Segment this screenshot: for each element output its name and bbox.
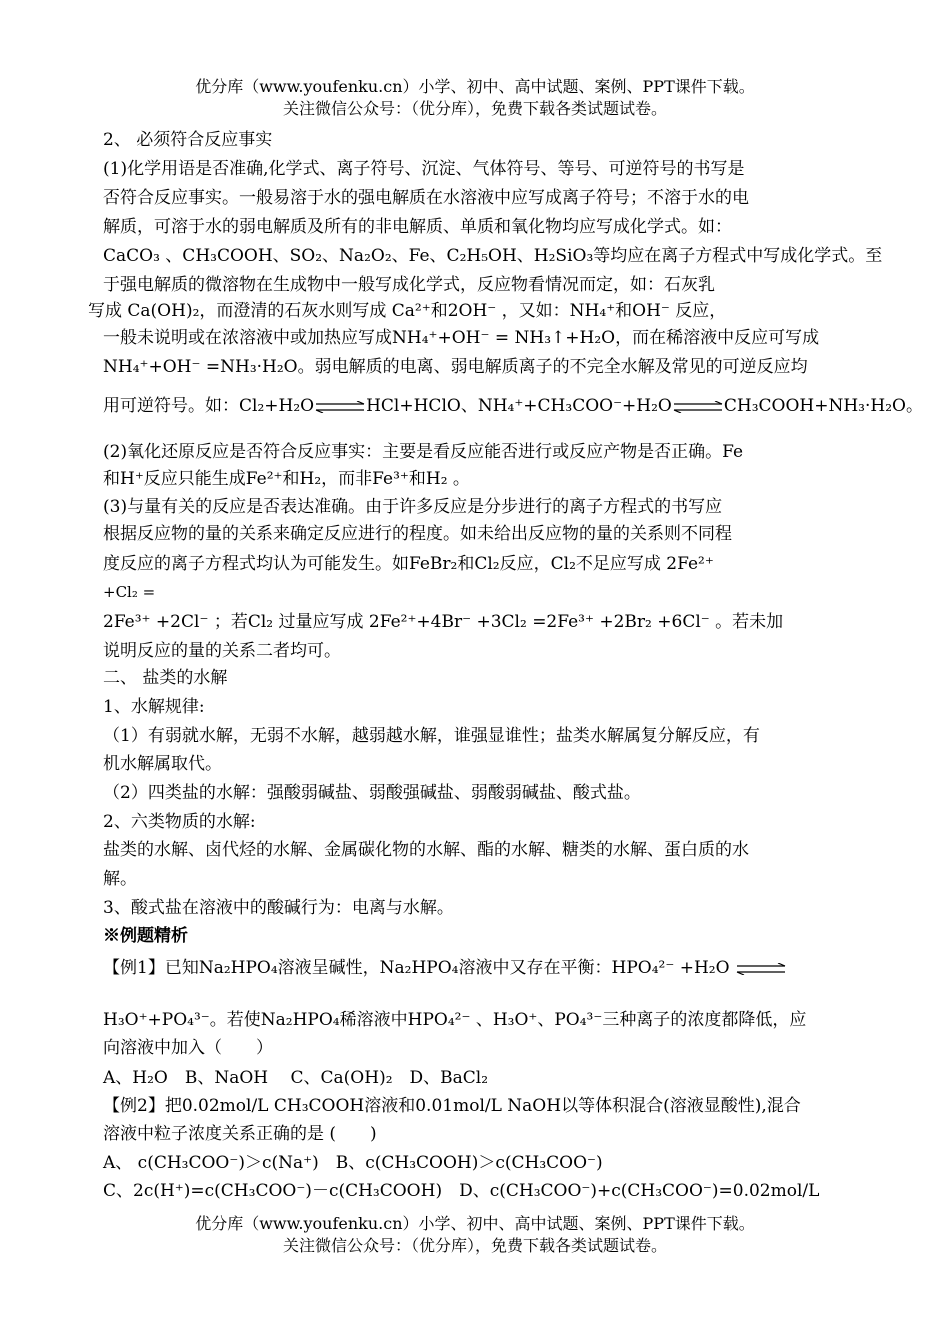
text-line: NH₄⁺+OH⁻ =NH₃·H₂O。弱电解质的电离、弱电解质离子的不完全水解及常见的可逆反应均 [103, 357, 808, 377]
footer-line-2: 关注微信公众号：（优分库），免费下载各类试题试卷。 [282, 1236, 667, 1255]
text-line: (3)与量有关的反应是否表达准确。由于许多反应是分步进行的离子方程式的书写应 [103, 497, 723, 517]
header-line-1: 优分库（www.youfenku.cn）小学、初中、高中试题、案例、PPT课件下载。 [195, 77, 755, 96]
section-heading: 二、 盐类的水解 [103, 668, 228, 688]
reversible-suffix: CH₃COOH+NH₃·H₂O。 [723, 396, 923, 416]
example-2-line-2: 溶液中粒子浓度关系正确的是 ( ) [103, 1124, 377, 1144]
text-line: +Cl₂ = [103, 583, 156, 601]
example-2-line-1: 【例2】把0.02mol/L CH₃COOH溶液和0.01mol/L NaOH以等体积混合(溶液显酸性),混合 [103, 1096, 801, 1116]
example-1-line-2: H₃O⁺+PO₄³⁻。若使Na₂HPO₄稀溶液中HPO₄²⁻ 、H₃O⁺、PO₄³⁻三种离子的浓度都降低，应 [103, 1010, 807, 1030]
text-line: 解。 [103, 869, 137, 889]
example-1-line-3: 向溶液中加入（ ） [103, 1038, 273, 1058]
page-footer [0, 1213, 950, 1257]
example-2-options-cd: C、2c(H⁺)=c(CH₃COO⁻)－c(CH₃COOH) D、c(CH₃COO⁻)+c(CH₃COO⁻)=0.02mol/L [103, 1181, 820, 1201]
text-line: 3、酸式盐在溶液中的酸碱行为：电离与水解。 [103, 898, 454, 918]
example-2-options-ab: A、 c(CH₃COO⁻)＞c(Na⁺) B、c(CH₃COOH)＞c(CH₃COO⁻) [103, 1153, 603, 1173]
text-line: 2、六类物质的水解: [103, 812, 256, 832]
text-line: 说明反应的量的关系二者均可。 [103, 641, 341, 661]
text-line: 2、 必须符合反应事实 [103, 130, 273, 150]
text-line: （2）四类盐的水解：强酸弱碱盐、弱酸强碱盐、弱酸弱碱盐、酸式盐。 [103, 783, 641, 803]
text-line: 否符合反应事实。一般易溶于水的强电解质在水溶液中应写成离子符号；不溶于水的电 [103, 188, 749, 208]
text-line: 1、水解规律: [103, 697, 205, 717]
text-line: 根据反应物的量的关系来确定反应进行的程度。如未给出反应物的量的关系则不同程 [103, 524, 732, 544]
text-line: 于强电解质的微溶物在生成物中一般写成化学式，反应物看情况而定，如：石灰乳 [103, 275, 715, 295]
reversible-reactions-line [103, 394, 923, 418]
example-1-options: A、H₂O B、NaOH C、Ca(OH)₂ D、BaCl₂ [103, 1068, 489, 1088]
text-line: （1）有弱就水解，无弱不水解，越弱越水解，谁强显谁性；盐类水解属复分解反应，有 [103, 726, 760, 746]
reversible-arrow-icon [314, 401, 366, 413]
text-line: (1)化学用语是否准确,化学式、离子符号、沉淀、气体符号、等号、可逆符号的书写是 [103, 159, 745, 179]
example-1-line-1 [103, 956, 787, 980]
text-line: 盐类的水解、卤代烃的水解、金属碳化物的水解、酯的水解、糖类的水解、蛋白质的水 [103, 840, 749, 860]
text-line: 度反应的离子方程式均认为可能发生。如FeBr₂和Cl₂反应，Cl₂不足应写成 2Fe²⁺ [103, 554, 714, 574]
reversible-prefix: 用可逆符号。如：Cl₂+H₂O [103, 396, 315, 416]
reversible-arrow-icon [672, 401, 724, 413]
text-line: (2)氧化还原反应是否符合反应事实：主要是看反应能否进行或反应产物是否正确。Fe [103, 442, 744, 462]
page-header [0, 76, 950, 120]
footer-line-1: 优分库（www.youfenku.cn）小学、初中、高中试题、案例、PPT课件下载。 [195, 1214, 755, 1233]
text-line: 2Fe³⁺ +2Cl⁻ ；若Cl₂ 过量应写成 2Fe²⁺+4Br⁻ +3Cl₂ =2Fe³⁺ +2Br₂ +6Cl⁻ 。若未加 [103, 612, 784, 632]
reversible-mid: HCl+HClO、NH₄⁺+CH₃COO⁻+H₂O [366, 396, 672, 416]
text-line: 一般未说明或在浓溶液中或加热应写成NH₄⁺+OH⁻ = NH₃↑+H₂O，而在稀溶液中反应可写成 [103, 328, 820, 348]
text-line: 机水解属取代。 [103, 754, 222, 774]
reversible-arrow-icon [735, 963, 787, 975]
text-line: 写成 Ca(OH)₂，而澄清的石灰水则写成 Ca²⁺和2OH⁻ ，又如：NH₄⁺和OH⁻ 反应， [88, 301, 727, 321]
text-line: CaCO₃ 、CH₃COOH、SO₂、Na₂O₂、Fe、C₂H₅OH、H₂SiO₃等均应在离子方程式中写成化学式。至 [103, 246, 883, 266]
examples-heading: ※例题精析 [103, 926, 188, 946]
text-line: 解质，可溶于水的弱电解质及所有的非电解质、单质和氧化物均应写成化学式。如： [103, 217, 732, 237]
example-1-text: 【例1】已知Na₂HPO₄溶液呈碱性，Na₂HPO₄溶液中又存在平衡：HPO₄²⁻ +H₂O [103, 958, 730, 978]
header-line-2: 关注微信公众号：（优分库），免费下载各类试题试卷。 [282, 99, 667, 118]
text-line: 和H⁺反应只能生成Fe²⁺和H₂，而非Fe³⁺和H₂ 。 [103, 469, 470, 489]
